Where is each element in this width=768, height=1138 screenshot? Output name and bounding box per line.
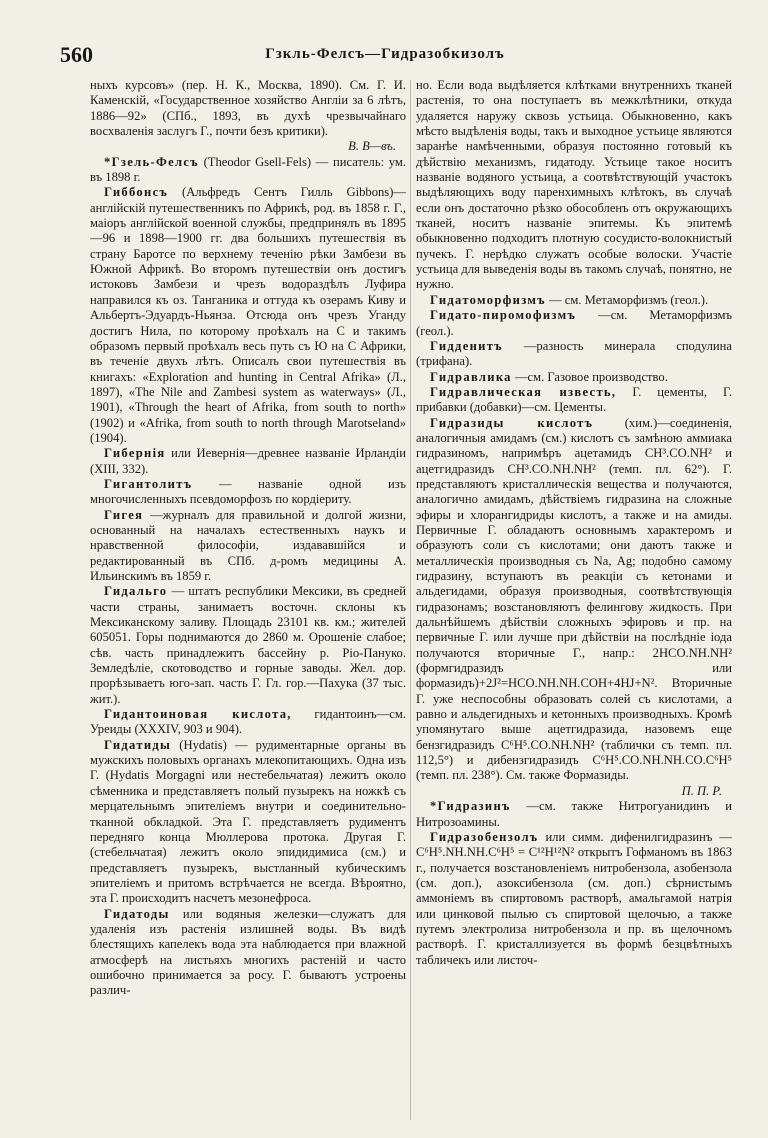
dictionary-entry (90, 446, 406, 477)
dictionary-entry (416, 385, 732, 416)
dictionary-entry (416, 339, 732, 370)
dictionary-entry (416, 830, 732, 968)
entry-continuation (90, 78, 406, 155)
entry-headword: Гидравлика (430, 369, 512, 384)
author-signature: В. В—въ. (348, 139, 396, 154)
entry-headword: Гиббонсъ (104, 185, 169, 200)
entry-headword: Гидато-пиромофизмъ (430, 308, 577, 323)
page-number: 560 (60, 42, 93, 67)
entry-text: (Hydatis) — рудиментарные органы въ мужскихъ половыхъ органахъ млекопитающихъ. Одна изъ Г. (Hydatis Morgagni или нестебельчатая) лежитъ около сѣменника и представляетъ полый пузырекъ на ножкѣ съ мерцательнымъ эпителіемъ внутри и соединительно-тканной обкладкой. Эта Г. представляетъ рудиментъ передняго конца Мюллерова протока. Другая Г. (стебельчатая) лежитъ около эпидидимиса (см.) и представляетъ пузырекъ, выстланный кубическимъ эпителіемъ и притомъ встрѣчается не всегда. Вѣроятно, эта Г. происходитъ насчетъ мезонефроса. (90, 737, 406, 906)
entry-headword: Гигея (104, 507, 144, 522)
dictionary-entry (416, 370, 732, 385)
entry-headword: Гидатоды (104, 906, 170, 921)
entry-headword: Гибернія (104, 446, 166, 461)
entry-text: Г. цементы, Г. прибавки (добавки)—см. Цементы. (416, 384, 732, 415)
entry-headword: Гидразобензолъ (430, 829, 539, 844)
entry-text: — штатъ республики Мексики, въ средней части страны, занимаетъ восточн. склоны къ Мексиканскому заливу. Площадь 23101 кв. км.; жителей 605051. Горы поднимаются до 2860 м. Орошеніе слабое; сѣв. часть принадлежитъ бассейну р. Ріо-Пануко. Земледѣліе, скотоводство и горные заводы. Жел. дор. прорѣзываетъ юго-зап. часть Г. Гл. гор.—Пахука (37 тыс. жит.). (90, 584, 406, 706)
right-column (416, 78, 732, 1128)
entry-text: — названіе одной изъ многочисленныхъ псевдоморфозъ по кордіериту. (90, 476, 406, 507)
dictionary-entry (90, 738, 406, 907)
entry-headword: Гидравлическая известь, (430, 384, 617, 399)
entry-headword: Гидатоморфизмъ (430, 292, 546, 307)
entry-continuation (416, 78, 732, 293)
entry-text: или водяныя железки—служатъ для удаленія изъ растенія излишней воды. Въ видѣ блестящихъ капелекъ вода эта наблюдается при влажной атмосферѣ на листьяхъ многихъ растеній и часто ошибочно принимается за росу. Г. бываютъ устроены различ- (90, 906, 406, 998)
entry-text: ныхъ курсовъ» (пер. Н. К., Москва, 1890). См. Г. И. Каменскій, «Государственное хозяйство Англіи за 6 лѣтъ, 1886—92» (СПб., 1893, въ духѣ чрезвычайнаго восхваленія заслугъ Г., почти безъ критики). (90, 78, 406, 139)
dictionary-entry (90, 508, 406, 585)
entry-text: или симм. дифенилгидразинъ — C⁶H⁵.NH.NH.C⁶H⁵ = C¹²H¹²N² открытъ Гофманомъ въ 1863 г., получается возстановленіемъ нитробензола, азобензола (см. доп.), азоксибензола (см. доп.) сѣрнистымъ аммоніемъ въ спиртовомъ растворѣ, амальгамой натрія или цинковой пылью съ спиртовой щелочью, а также путемъ электролиза нитробензола и пр. въ щелочномъ растворѣ. Г. кристаллизуется въ формѣ безцвѣтныхъ табличекъ или листоч- (416, 829, 732, 967)
entry-headword: Гидденитъ (430, 338, 503, 353)
dictionary-entry (90, 477, 406, 508)
running-head: Гзкль-Фелсъ—Гидразобкизолъ (265, 46, 505, 62)
entry-headword: Гидальго (104, 584, 168, 599)
entry-text: (Theodor Gsell-Fels) — писатель: ум. въ 1898 г. (90, 154, 406, 185)
dictionary-entry (90, 907, 406, 999)
dictionary-entry (90, 185, 406, 446)
dictionary-entry (90, 584, 406, 707)
dictionary-entry (416, 293, 732, 308)
entry-text: —см. также Нитрогуанидинъ и Нитрозоамины. (416, 799, 732, 829)
entry-text: но. Если вода выдѣляется клѣтками внутреннихъ тканей растенія, то она поступаетъ въ межклѣтники, откуда удаляется наружу сквозь устьица. Обыкновенно, какъ мѣсто выдѣленія воды, такъ и выходное устьице являются заранѣе намѣченными, образуя постоянно готовый къ дѣйствію механизмъ, гидатоду. Устьице такое носитъ названіе водяного устьица, а соотвѣтствующій участокъ выдѣляющихъ воду паренхимныхъ клѣтокъ, въ случаѣ если онъ достаточно рѣзко обособленъ отъ окружающихъ тканей, носитъ названіе эпитемы. Къ эпитемѣ обыкновенно подходитъ плотную сосудисто-волокнистый пучекъ. Г. нерѣдко служатъ особые волоски. Участіе устьица для выведенія воды въ такомъ случаѣ, понятно, не нужно. (416, 78, 732, 292)
entry-headword: *Гзель-Фелсъ (104, 154, 199, 169)
entry-text: (Альфредъ Сентъ Гилль Gibbons)—англійскій путешественникъ по Африкѣ, род. въ 1858 г. Г., маіоръ англійской военной службы, предпринялъ въ 1895—96 и 1898—1900 гг. два большихъ путешествія въ страну Баротсе по верхнему теченію рѣки Замбези въ Южной Африкѣ. Во второмъ путешествіи онъ достигъ истоковъ Замбези и чрезъ водораздѣлъ Луфира направился къ оз. Танганика и оттуда къ озерамъ Киву и Альбертъ-Эдуардъ-Ньянза. Отсюда онъ чрезъ Уганду достигъ Нила, по которому проѣхалъ на С и такимъ образомъ первый проѣхалъ весь путь съ Ю на С Африки, въ теченіе двухъ лѣтъ. Описалъ свои путешествія въ книгахъ: «Exploration and hunting in Central Afrika» (Л., 1897), «The Nile and Zambesi system as waterways» (Л., 1901), «Through the heart of Afrika, from south to north» (1902) и «Afrika, from south to north through Marotseland» (1904). (90, 185, 406, 445)
page-header (60, 42, 710, 68)
entry-text: (хим.)—соединенія, аналогичныя амидамъ (см.) кислотъ съ замѣною аммиака гидразиномъ, напримѣръ ацетамидъ CH³.CO.NH² и ацетгидразидъ CH³.CO.NH.NH² (темп. пл. 62°). Г. представляютъ кристаллическія вещества и получаются, аналогично амидамъ, дѣйствіемъ гидразина на сложные эфиры и хлорангидриды кислотъ, а также и на амиды. Первичные Г. обладаютъ основнымъ характеромъ и образуютъ соли съ кислотами; они даютъ также и металлическія производныя съ Na, Ag; подобно самому гидразину, вступаютъ въ реакціи съ кетонами и альдегидами, образуя производныя, соотвѣтствующія гидразонамъ; возстановляютъ фелингову жидкость. При дальнѣйшемъ дѣйствіи сложныхъ эфировъ и пр. на первичные Г. или лучше при дѣйствіи на послѣдніе іода получаются вторичные Г., напр.: 2HCO.NH.NH² (формгидразидъ или формазидъ)+2J²=HCO.NH.NH.COH+4HJ+N². Вторичные Г. уже неспособны образовать солей съ кислотами, а равно и альдегидныхъ и кетонныхъ производныхъ. Кромѣ упомянутаго выше ацетгидразида, назовемъ еще бензгидразидъ C⁶H⁵.CO.NH.NH² (таблички съ темп. пл. 112,5°) и дибензгидразидъ C⁶H⁵.CO.NH.NH.CO.C⁶H⁵ (темп. пл. 238°). См. также Формазиды. (416, 415, 732, 783)
dictionary-entry (416, 416, 732, 800)
entry-text: —см. Метаморфизмъ (геол.). (416, 308, 732, 338)
author-signature: П. П. Р. (681, 783, 722, 798)
entry-text: —разность минерала сподулина (трифана). (416, 338, 732, 369)
entry-text: или Иевернія—древнее названіе Ирландіи (XIII, 332). (90, 446, 406, 476)
entry-headword: Гидантоиновая кислота, (104, 707, 292, 722)
column-divider (410, 80, 411, 1120)
entry-headword: Гидатиды (104, 737, 172, 752)
entry-text: гидантоинъ—см. Уреиды (XXXIV, 903 и 904). (90, 707, 406, 737)
entry-text: — см. Метаморфизмъ (геол.). (549, 292, 709, 307)
entry-text: —журналъ для правильной и долгой жизни, основанный на началахъ естественныхъ наукъ и нравственной философіи, издававшійся и редактированный въ СПб. д-ромъ медицины А. Ильинскимъ въ 1859 г. (90, 507, 406, 583)
entry-headword: Гигантолитъ (104, 476, 193, 491)
dictionary-entry (90, 707, 406, 738)
dictionary-entry (416, 799, 732, 830)
entry-headword: *Гидразинъ (430, 799, 511, 814)
left-column (90, 78, 406, 1128)
entry-headword: Гидразиды кислотъ (430, 415, 594, 430)
dictionary-entry (90, 155, 406, 186)
entry-text: —см. Газовое производство. (514, 369, 668, 384)
dictionary-entry (416, 308, 732, 339)
